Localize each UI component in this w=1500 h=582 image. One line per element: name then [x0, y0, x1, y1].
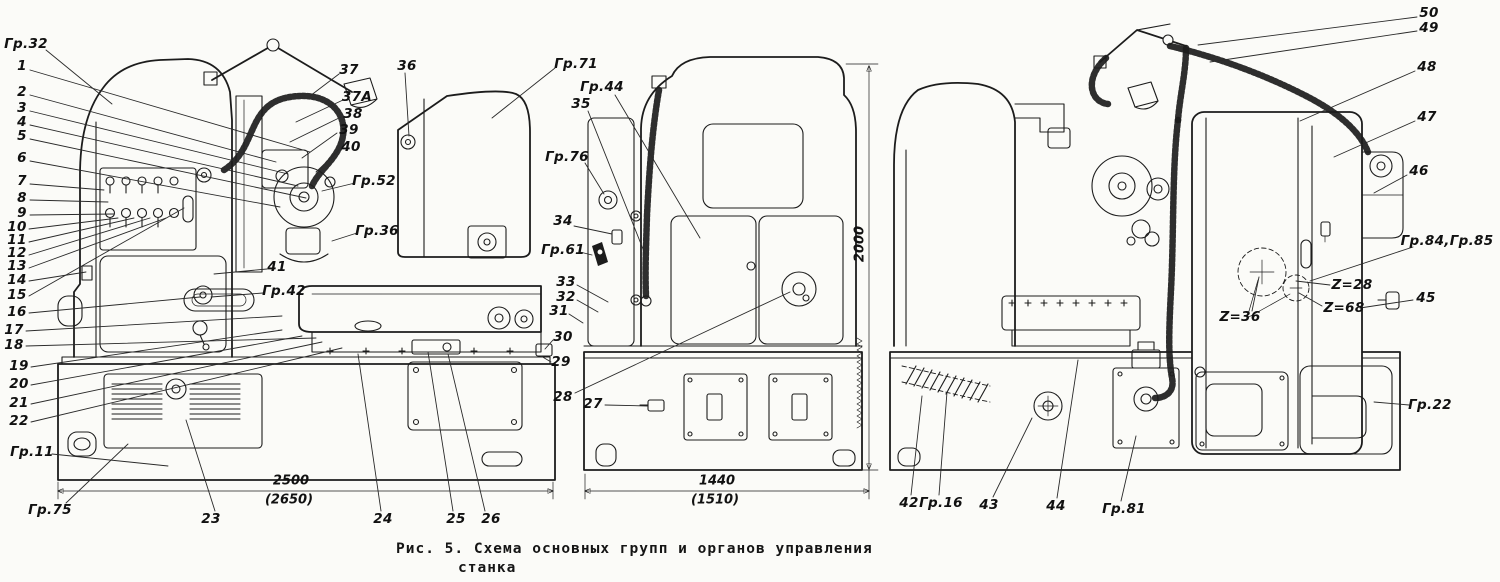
callout-44: 44	[1046, 498, 1066, 514]
callout-38: 38	[343, 106, 363, 122]
leader-line-42	[911, 396, 922, 495]
callout-15: 15	[7, 287, 27, 303]
callout-16: 16	[7, 304, 27, 320]
leader-line-grp-75	[66, 444, 128, 503]
leader-line-grp-71	[492, 68, 555, 118]
leader-line-grp-11	[52, 454, 168, 466]
callout-5: 5	[17, 128, 27, 144]
callout-25: 25	[446, 511, 466, 527]
left-view-drawing	[58, 39, 555, 499]
leader-line-16	[29, 297, 200, 313]
leader-line-20	[31, 336, 302, 385]
callout-20: 20	[9, 376, 29, 392]
dimension-height: 2000	[852, 225, 868, 263]
leader-line-grp-36	[332, 233, 357, 241]
callout-29: 29	[551, 354, 571, 370]
leader-line-37	[310, 74, 339, 96]
callout-17: 17	[4, 322, 24, 338]
callout-2: 2	[17, 84, 27, 100]
callout-grp-52: Гр.52	[352, 173, 396, 189]
callout-31: 31	[549, 303, 569, 319]
leader-line-4	[30, 125, 298, 186]
callout-z-68: Z=68	[1323, 300, 1365, 316]
rear-view-drawing	[890, 24, 1403, 470]
callout-33: 33	[556, 274, 576, 290]
leader-line-31	[569, 314, 583, 323]
callout-46: 46	[1409, 163, 1429, 179]
leader-line-15	[29, 208, 184, 296]
callout-34: 34	[553, 213, 573, 229]
leader-line-36	[405, 73, 409, 136]
callout-3: 3	[17, 100, 27, 116]
callout-7: 7	[17, 173, 27, 189]
callout-27: 27	[583, 396, 603, 412]
callout-22: 22	[9, 413, 29, 429]
callout-26: 26	[481, 511, 501, 527]
callout-36: 36	[397, 58, 417, 74]
callout-z-28: Z=28	[1331, 277, 1373, 293]
leader-line-grp-16	[939, 392, 947, 495]
callout-41: 41	[267, 259, 287, 275]
callout-6: 6	[17, 150, 27, 166]
leader-line-10	[29, 218, 118, 229]
dimension-left-width-alt: (2650)	[264, 492, 314, 508]
leader-line-46	[1374, 175, 1407, 193]
leader-line-7	[30, 184, 104, 190]
leader-line-26	[448, 354, 485, 511]
leader-line-11	[29, 218, 134, 242]
callout-8: 8	[17, 190, 27, 206]
dimension-front-width: 1440	[698, 473, 736, 489]
leader-line-13	[29, 218, 166, 268]
callout-4: 4	[17, 114, 27, 130]
callout-47: 47	[1417, 109, 1437, 125]
leader-line-50	[1198, 17, 1417, 45]
front-view-drawing	[584, 57, 878, 499]
callout-21: 21	[9, 395, 29, 411]
leader-line-17	[26, 316, 282, 331]
callout-11: 11	[7, 232, 27, 248]
leader-line-grp-52	[322, 183, 355, 191]
callout-grp-44: Гр.44	[580, 79, 624, 95]
callout-z-36: Z=36	[1219, 309, 1261, 325]
callout-50: 50	[1419, 5, 1439, 21]
leader-line-49	[1210, 31, 1417, 62]
callout-23: 23	[201, 511, 221, 527]
leader-line-24	[358, 354, 381, 511]
callout-12: 12	[7, 245, 27, 261]
leader-line-1	[30, 70, 310, 152]
callout-43: 43	[979, 497, 999, 513]
callout-13: 13	[7, 258, 27, 274]
leader-line-22	[31, 348, 342, 422]
figure-caption	[396, 541, 873, 576]
callout-grp-75: Гр.75	[28, 502, 72, 518]
leader-line-23	[186, 420, 215, 511]
callout-35: 35	[571, 96, 591, 112]
leader-line-34	[574, 226, 612, 234]
callout-grp-32: Гр.32	[4, 36, 48, 52]
leader-line-grp-81	[1121, 436, 1136, 501]
leader-line-9	[30, 214, 114, 215]
leader-line-44	[1057, 360, 1078, 498]
callout-grp-42: Гр.42	[262, 283, 306, 299]
leader-line-19	[31, 330, 282, 367]
callout-40: 40	[341, 139, 361, 155]
callout-grp-61: Гр.61	[541, 242, 585, 258]
callout-37: 37	[339, 62, 359, 78]
callout-45: 45	[1416, 290, 1436, 306]
callout-1: 1	[17, 58, 27, 74]
leader-line-grp-32	[46, 50, 112, 104]
leader-line-2	[30, 95, 276, 162]
callout-32: 32	[556, 289, 576, 305]
callout-18: 18	[4, 337, 24, 353]
callout-39: 39	[339, 122, 359, 138]
leader-line-25	[428, 352, 453, 511]
callout-grp-36: Гр.36	[355, 223, 399, 239]
callout-37a: 37А	[341, 89, 373, 105]
callout-30: 30	[553, 329, 573, 345]
callout-28: 28	[553, 389, 573, 405]
callout-9: 9	[17, 205, 27, 221]
callout-14: 14	[7, 272, 27, 288]
leader-line-grp-42	[211, 293, 263, 297]
leader-line-18	[26, 338, 316, 346]
callout-grp-84-85: Гр.84,Гр.85	[1400, 233, 1494, 249]
figure-caption-line1: Рис. 5. Схема основных групп и органов управления	[396, 541, 873, 557]
callout-grp-22: Гр.22	[1408, 397, 1452, 413]
leader-line-33	[577, 285, 608, 302]
callout-grp-16: Гр.16	[919, 495, 963, 511]
dimension-front-width-alt: (1510)	[690, 492, 740, 508]
dimension-left-width: 2500	[272, 473, 310, 489]
callout-grp-81: Гр.81	[1102, 501, 1146, 517]
callout-24: 24	[373, 511, 393, 527]
callout-grp-71: Гр.71	[554, 56, 598, 72]
callout-grp-76: Гр.76	[545, 149, 589, 165]
callout-19: 19	[9, 358, 29, 374]
leader-line-28	[575, 292, 790, 393]
callout-48: 48	[1417, 59, 1437, 75]
leader-line-43	[993, 418, 1032, 497]
callout-10: 10	[7, 219, 27, 235]
callout-grp-11: Гр.11	[10, 444, 54, 460]
figure-caption-line2: станка	[458, 560, 517, 576]
callout-42: 42	[899, 495, 919, 511]
callout-49: 49	[1419, 20, 1439, 36]
